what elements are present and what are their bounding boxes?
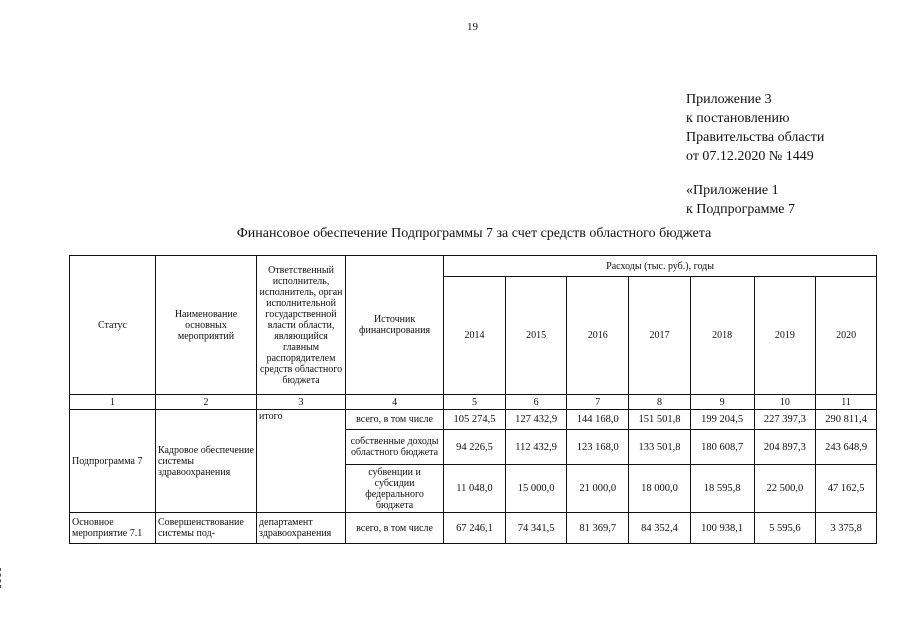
column-number: 5 <box>444 395 506 410</box>
header-year: 2015 <box>505 277 567 395</box>
table-cell: 105 274,5 <box>444 410 506 430</box>
table-cell: 100 938,1 <box>690 513 754 544</box>
table-cell: 133 501,8 <box>629 430 691 465</box>
row-source: всего, в том числе <box>346 513 444 544</box>
header-year: 2019 <box>754 277 816 395</box>
row-status: Основное мероприятие 7.1 <box>70 513 156 544</box>
column-number: 3 <box>257 395 346 410</box>
table-cell: 243 648,9 <box>816 430 877 465</box>
appendix-reference <box>686 90 824 166</box>
header-name: Наименование основных мероприятий <box>155 256 256 395</box>
row-source: всего, в том числе <box>346 410 444 430</box>
table-cell: 204 897,3 <box>754 430 816 465</box>
financing-table <box>69 255 877 544</box>
column-number: 7 <box>567 395 629 410</box>
table-cell: 18 595,8 <box>690 465 754 513</box>
document-title: Финансовое обеспечение Подпрограммы 7 за счет средств областного бюджета <box>236 226 712 241</box>
row-status: Подпрограмма 7 <box>70 410 156 513</box>
appendix-line: к постановлению <box>686 111 790 126</box>
table-cell: 18 000,0 <box>629 465 691 513</box>
header-expenses: Расходы (тыс. руб.), годы <box>444 256 877 277</box>
column-number: 6 <box>505 395 567 410</box>
table-cell: 123 168,0 <box>567 430 629 465</box>
header-year: 2017 <box>629 277 691 395</box>
row-executor: итого <box>257 410 346 513</box>
table-cell: 199 204,5 <box>690 410 754 430</box>
table-cell: 180 608,7 <box>690 430 754 465</box>
column-number: 4 <box>346 395 444 410</box>
header-year: 2014 <box>444 277 506 395</box>
table-cell: 290 811,4 <box>816 410 877 430</box>
table-row <box>70 513 877 544</box>
page-number: 19 <box>467 21 478 33</box>
scan-edge-mark <box>0 568 7 588</box>
table-cell: 144 168,0 <box>567 410 629 430</box>
table-cell: 21 000,0 <box>567 465 629 513</box>
table-cell: 15 000,0 <box>505 465 567 513</box>
appendix-line: Правительства области <box>686 130 825 145</box>
table-cell: 5 595,6 <box>754 513 816 544</box>
column-number: 8 <box>629 395 691 410</box>
appendix-line: к Подпрограмме 7 <box>686 202 796 217</box>
header-year: 2018 <box>690 277 754 395</box>
header-source: Источник финансирования <box>346 256 444 395</box>
row-source: субвенции и субсидии федерального бюджета <box>346 465 444 513</box>
table-cell: 3 375,8 <box>816 513 877 544</box>
table-cell: 81 369,7 <box>567 513 629 544</box>
subprogram-appendix-reference <box>686 181 795 219</box>
table-cell: 22 500,0 <box>754 465 816 513</box>
header-year: 2020 <box>816 277 877 395</box>
column-number: 9 <box>690 395 754 410</box>
table-cell: 94 226,5 <box>444 430 506 465</box>
row-name: Кадровое обеспечение системы здравоохранения <box>155 410 256 513</box>
header-year: 2016 <box>567 277 629 395</box>
header-status: Статус <box>70 256 156 395</box>
row-name: Совершенствование системы под- <box>155 513 256 544</box>
appendix-line: от 07.12.2020 № 1449 <box>686 149 814 164</box>
table-cell: 47 162,5 <box>816 465 877 513</box>
column-number: 2 <box>155 395 256 410</box>
header-executor: Ответственный исполнитель, исполнитель, орган исполнительной государственной власти области, являющийся главным распорядителем средств областного бюджета <box>257 256 346 395</box>
table-cell: 84 352,4 <box>629 513 691 544</box>
row-source: собственные доходы областного бюджета <box>346 430 444 465</box>
table-cell: 112 432,9 <box>505 430 567 465</box>
column-number: 1 <box>70 395 156 410</box>
table-row <box>70 410 877 430</box>
row-executor: департамент здравоохранения <box>257 513 346 544</box>
appendix-line: Приложение 3 <box>686 92 772 107</box>
table-cell: 151 501,8 <box>629 410 691 430</box>
column-number: 11 <box>816 395 877 410</box>
appendix-line: «Приложение 1 <box>686 183 779 198</box>
column-number: 10 <box>754 395 816 410</box>
table-cell: 67 246,1 <box>444 513 506 544</box>
table-cell: 11 048,0 <box>444 465 506 513</box>
table-cell: 127 432,9 <box>505 410 567 430</box>
table-cell: 74 341,5 <box>505 513 567 544</box>
table-cell: 227 397,3 <box>754 410 816 430</box>
